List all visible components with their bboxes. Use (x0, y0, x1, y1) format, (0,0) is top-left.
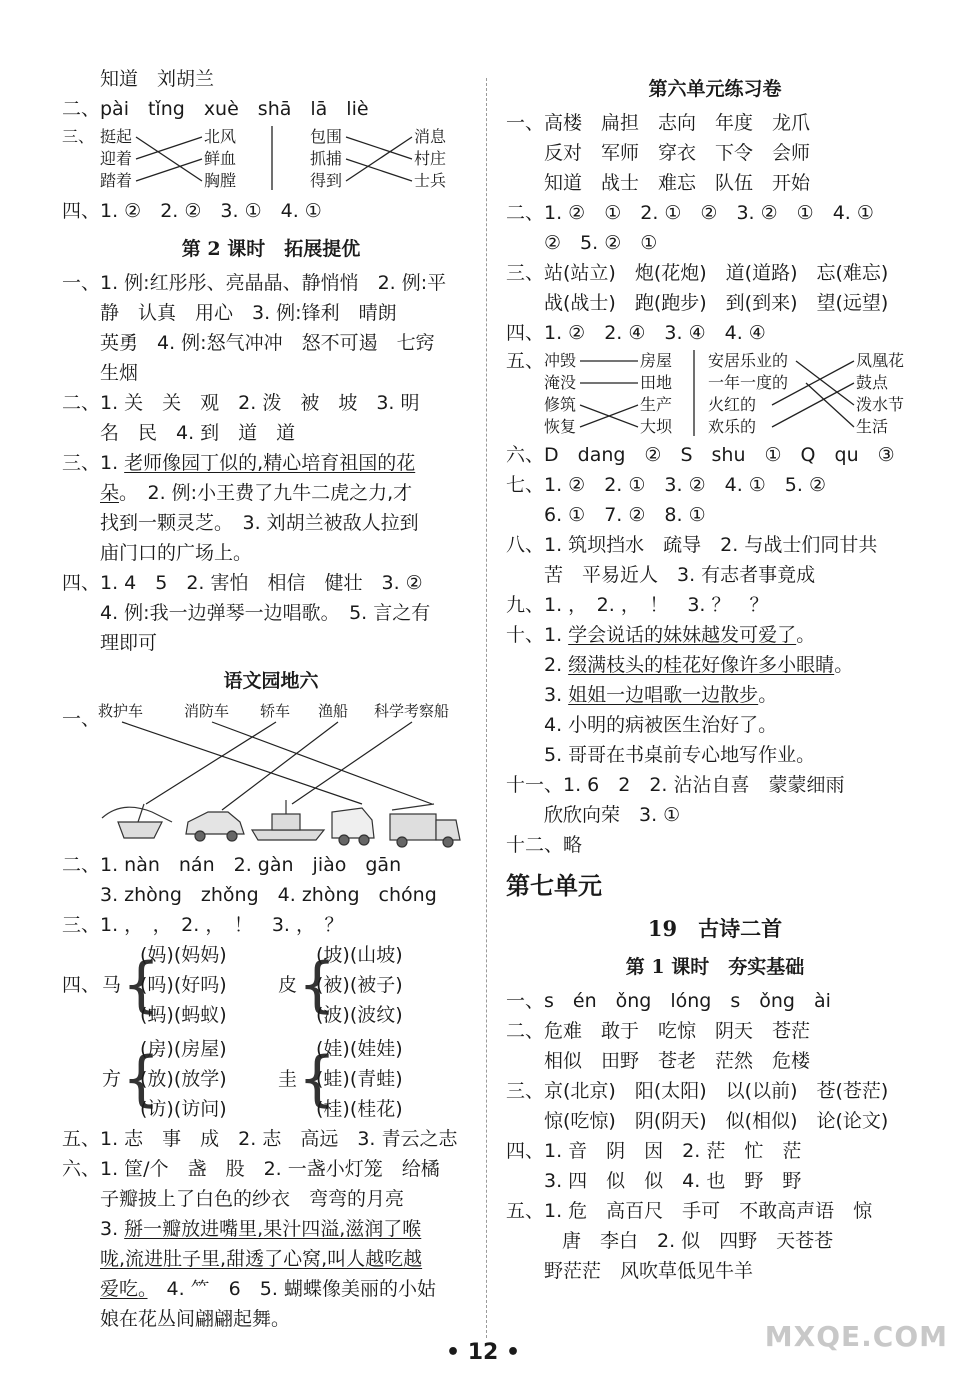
answer-line: 五、1. 志 事 成 2. 志 高远 3. 青云之志 (62, 1128, 458, 1150)
underlined-sentence: 姐姐一边唱歌一边散步 (568, 684, 759, 706)
answer-line: 三、站(站立) 炮(花炮) 道(道路) 忘(难忘) (506, 262, 889, 284)
answer-line (506, 680, 924, 710)
answer-line: 理即可 (100, 632, 158, 654)
bracket-group-1 (62, 940, 480, 1030)
match-word: 恢复 (544, 417, 577, 436)
match-word: 消息 (414, 127, 447, 146)
brace-icon: { (122, 1044, 161, 1114)
match-word: 胸膛 (204, 171, 237, 190)
rest-text: 。 (834, 654, 854, 676)
match-word: 冲毁 (544, 351, 577, 370)
answer-line: 一、s én ǒng lóng s ǒng ài (506, 990, 831, 1012)
rest-text: 。 (758, 684, 778, 706)
answer-line: 三、1. ， ， 2. ， ！ 3. ， ？ (62, 914, 344, 936)
answer-line: 一、高楼 扁担 志向 年度 龙爪 (506, 112, 811, 134)
brace-icon: { (122, 950, 161, 1020)
answer-line: 野茫茫 风吹草低见牛羊 (544, 1260, 754, 1282)
answer-line: 4. 小明的病被医生治好了。 (544, 714, 778, 736)
radical: 圭 (278, 1068, 298, 1090)
rest-text: 。 2. 例:小王费了九牛二虎之力,才 (119, 482, 413, 504)
word-pair: (被)(被子) (316, 974, 403, 996)
word-pair: (蛙)(青蛙) (316, 1068, 403, 1090)
underlined-sentence: 掰一瓣放进嘴里,果汁四溢,滋润了喉 (124, 1218, 422, 1240)
question-number: 五、 (506, 350, 545, 372)
answer-line (62, 1274, 480, 1304)
matching-exercise-5 (506, 348, 924, 440)
prefix: 3. (100, 1218, 125, 1240)
answer-line: 子瓣披上了白色的纱衣 弯弯的月亮 (100, 1188, 405, 1210)
car-icon (186, 812, 244, 841)
match-word: 抓捕 (310, 149, 343, 168)
label-research-ship: 科学考察船 (374, 702, 450, 720)
underlined-sentence: 老师像园丁似的,精心培育祖国的花 (124, 452, 416, 474)
match-word: 修筑 (544, 395, 577, 414)
rest-text: 。 (796, 624, 816, 646)
answer-line: 四、1. ② 2. ② 3. ① 4. ① (62, 200, 322, 222)
matching-exercise-3 (62, 124, 480, 196)
answer-line: 4. 例:我一边弹琴一边唱歌。 5. 言之有 (100, 602, 431, 624)
word-pair: (蚂)(蚂蚁) (140, 1004, 227, 1026)
radical: 皮 (278, 974, 298, 996)
section-title: 第六单元练习卷 (648, 78, 782, 100)
underlined-sentence: 爱吃。 (100, 1278, 148, 1300)
match-word: 北风 (204, 127, 237, 146)
answer-line: 六、D dang ② S shu ① Q qu ③ (506, 444, 895, 466)
match-word: 包围 (310, 127, 343, 146)
match-word: 生活 (856, 417, 889, 436)
answer-line (62, 478, 480, 508)
answer-line: 五、1. 危 高百尺 手可 不敢高声语 惊 (506, 1200, 873, 1222)
answer-line (62, 1214, 480, 1244)
word-pair: (房)(房屋) (140, 1038, 227, 1060)
vehicle-picture-row (62, 700, 480, 850)
bracket-group-2 (62, 1034, 480, 1124)
answer-line: 3. 四 似 似 4. 也 野 野 (544, 1170, 802, 1192)
match-word: 火红的 (708, 395, 757, 414)
answer-line: 英勇 4. 例:怒气冲冲 怒不可遏 七窍 (100, 332, 435, 354)
match-word: 淹没 (544, 373, 577, 392)
answer-line: 名 民 4. 到 道 道 (100, 422, 296, 444)
match-word: 鼓点 (856, 373, 889, 392)
match-word: 欢乐的 (708, 417, 757, 436)
answer-line: ② 5. ② ① (544, 232, 658, 254)
match-word: 房屋 (640, 351, 673, 370)
ambulance-icon (332, 808, 374, 845)
answer-line (506, 620, 924, 650)
answer-line: 战(战士) 跑(跑步) 到(到来) 望(远望) (544, 292, 889, 314)
answer-line: 娘在花丛间翩翩起舞。 (100, 1308, 291, 1330)
answer-line: 七、1. ② 2. ① 3. ② 4. ① 5. ② (506, 474, 827, 496)
match-word: 生产 (640, 395, 673, 414)
vehicle-matching (62, 700, 480, 850)
radical: 马 (102, 974, 122, 996)
answer-line: 二、1. ② ① 2. ① ② 3. ② ① 4. ① (506, 202, 874, 224)
match-word: 鲜血 (204, 149, 237, 168)
answer-line (62, 448, 480, 478)
match-lines (62, 124, 480, 196)
answer-line: 一、1. 例:红彤彤、亮晶晶、静悄悄 2. 例:平 (62, 272, 447, 294)
answer-line: 二、危难 敢于 吃惊 阴天 苍茫 (506, 1020, 811, 1042)
answer-line: 四、1. ② 2. ④ 3. ④ 4. ④ (506, 322, 766, 344)
underlined-sentence: 学会说话的妹妹越发可爱了 (568, 624, 797, 646)
match-word: 迎着 (100, 149, 133, 168)
answer-line: 知道 刘胡兰 (100, 68, 215, 90)
word-pair: (访)(访问) (140, 1098, 227, 1120)
answer-line: 5. 哥哥在书桌前专心地写作业。 (544, 744, 816, 766)
radical: 方 (102, 1068, 122, 1090)
word-pair: (波)(波纹) (316, 1004, 403, 1026)
answer-line: 知道 战士 难忘 队伍 开始 (544, 172, 811, 194)
match-word: 田地 (640, 373, 673, 392)
label-car: 轿车 (260, 702, 291, 720)
word-pair: (吗)(好吗) (140, 974, 227, 996)
match-word: 泼水节 (856, 395, 905, 414)
rest-text: 4. ⺮ 6 5. 蝴蝶像美丽的小姑 (147, 1278, 436, 1300)
word-pair: (娃)(娃娃) (316, 1038, 403, 1060)
label-fire-truck: 消防车 (184, 702, 230, 720)
match-word: 凤凰花 (856, 351, 905, 370)
answer-line (62, 1244, 480, 1274)
watermark: MXQE.COM (764, 1320, 948, 1353)
question-number: 四、 (62, 974, 101, 996)
unit-heading: 第七单元 (506, 871, 602, 900)
match-word: 一年一度的 (708, 373, 789, 392)
label-fishing-boat: 渔船 (318, 702, 349, 720)
answer-line: 反对 军师 穿衣 下令 会师 (544, 142, 811, 164)
answer-line: 唐 李白 2. 似 四野 天苍苍 (562, 1230, 834, 1252)
answer-line: 静 认真 用心 3. 例:锋利 晴朗 (100, 302, 397, 324)
column-divider (486, 78, 487, 1338)
underlined-sentence: 缀满枝头的桂花好像许多小眼睛 (568, 654, 835, 676)
prefix: 3. (544, 684, 569, 706)
answer-line: 九、1. ， 2. ， ！ 3. ？ ？ (506, 594, 769, 616)
match-word: 挺起 (100, 127, 133, 146)
question-number: 一、 (62, 708, 101, 730)
answer-line: 二、1. 关 关 观 2. 泼 被 坡 3. 明 (62, 392, 420, 414)
lesson-title: 19 古诗二首 (647, 916, 783, 941)
fire-truck-icon (390, 804, 460, 847)
match-word: 村庄 (414, 149, 447, 168)
answer-line: 庙门口的广场上。 (100, 542, 253, 564)
match-word: 得到 (310, 171, 343, 190)
answer-line: 欣欣向荣 3. ① (544, 804, 681, 826)
answer-line: 三、京(北京) 阳(太阳) 以(以前) 苍(苍茫) (506, 1080, 889, 1102)
word-pair: (坡)(山坡) (316, 944, 403, 966)
match-word: 大坝 (640, 417, 673, 436)
answer-line: 生烟 (100, 362, 139, 384)
fishing-boat-icon (102, 804, 172, 838)
answer-line: 二、pài tǐng xuè shā lā liè (62, 98, 369, 120)
word-pair: (桂)(桂花) (316, 1098, 403, 1120)
brace-icon: { (298, 950, 337, 1020)
section-title: 语文园地六 (223, 670, 319, 692)
underlined-sentence: 咙,流进肚子里,甜透了心窝,叫人越吃越 (100, 1248, 423, 1270)
match-lines (506, 348, 924, 440)
prefix: 三、1. (62, 452, 125, 474)
match-word: 踏着 (100, 171, 133, 190)
answer-line: 六、1. 筐/个 盏 股 2. 一盏小灯笼 给橘 (62, 1158, 440, 1180)
answer-line: 3. zhòng zhǒng 4. zhòng chóng (100, 884, 437, 906)
answer-line: 6. ① 7. ② 8. ① (544, 504, 706, 526)
prefix: 十、1. (506, 624, 569, 646)
section-title: 第 2 课时 拓展提优 (181, 238, 361, 260)
answer-line: 苦 平易近人 3. 有志者事竟成 (544, 564, 816, 586)
underlined-sentence: 朵 (100, 482, 120, 504)
research-ship-icon (252, 800, 324, 840)
answer-line: 八、1. 筑坝挡水 疏导 2. 与战士们同甘共 (506, 534, 878, 556)
answer-line: 找到一颗灵芝。 3. 刘胡兰被敌人拉到 (100, 512, 419, 534)
question-number: 三、 (62, 127, 95, 146)
right-column (506, 64, 924, 1286)
answer-line: 十一、1. 6 2 2. 沾沾自喜 蒙蒙细雨 (506, 774, 845, 796)
match-word: 安居乐业的 (708, 351, 789, 370)
label-ambulance: 救护车 (98, 702, 144, 720)
answer-line: 四、1. 4 5 2. 害怕 相信 健壮 3. ② (62, 572, 423, 594)
answer-line: 惊(吃惊) 阴(阴天) 似(相似) 论(论文) (544, 1110, 889, 1132)
prefix: 2. (544, 654, 569, 676)
answer-line: 十二、略 (506, 834, 583, 856)
answer-line: 相似 田野 苍老 茫然 危楼 (544, 1050, 811, 1072)
word-pair: (放)(放学) (140, 1068, 227, 1090)
word-pair: (妈)(妈妈) (140, 944, 227, 966)
answer-line: 四、1. 音 阴 因 2. 茫 忙 茫 (506, 1140, 802, 1162)
match-word: 士兵 (414, 171, 447, 190)
answer-line (506, 650, 924, 680)
left-column (62, 64, 480, 1334)
answer-line: 二、1. nàn nán 2. gàn jiào gān (62, 854, 402, 876)
brace-icon: { (298, 1044, 337, 1114)
page-number: • 12 • (445, 1340, 521, 1365)
section-title: 第 1 课时 夯实基础 (625, 956, 805, 978)
